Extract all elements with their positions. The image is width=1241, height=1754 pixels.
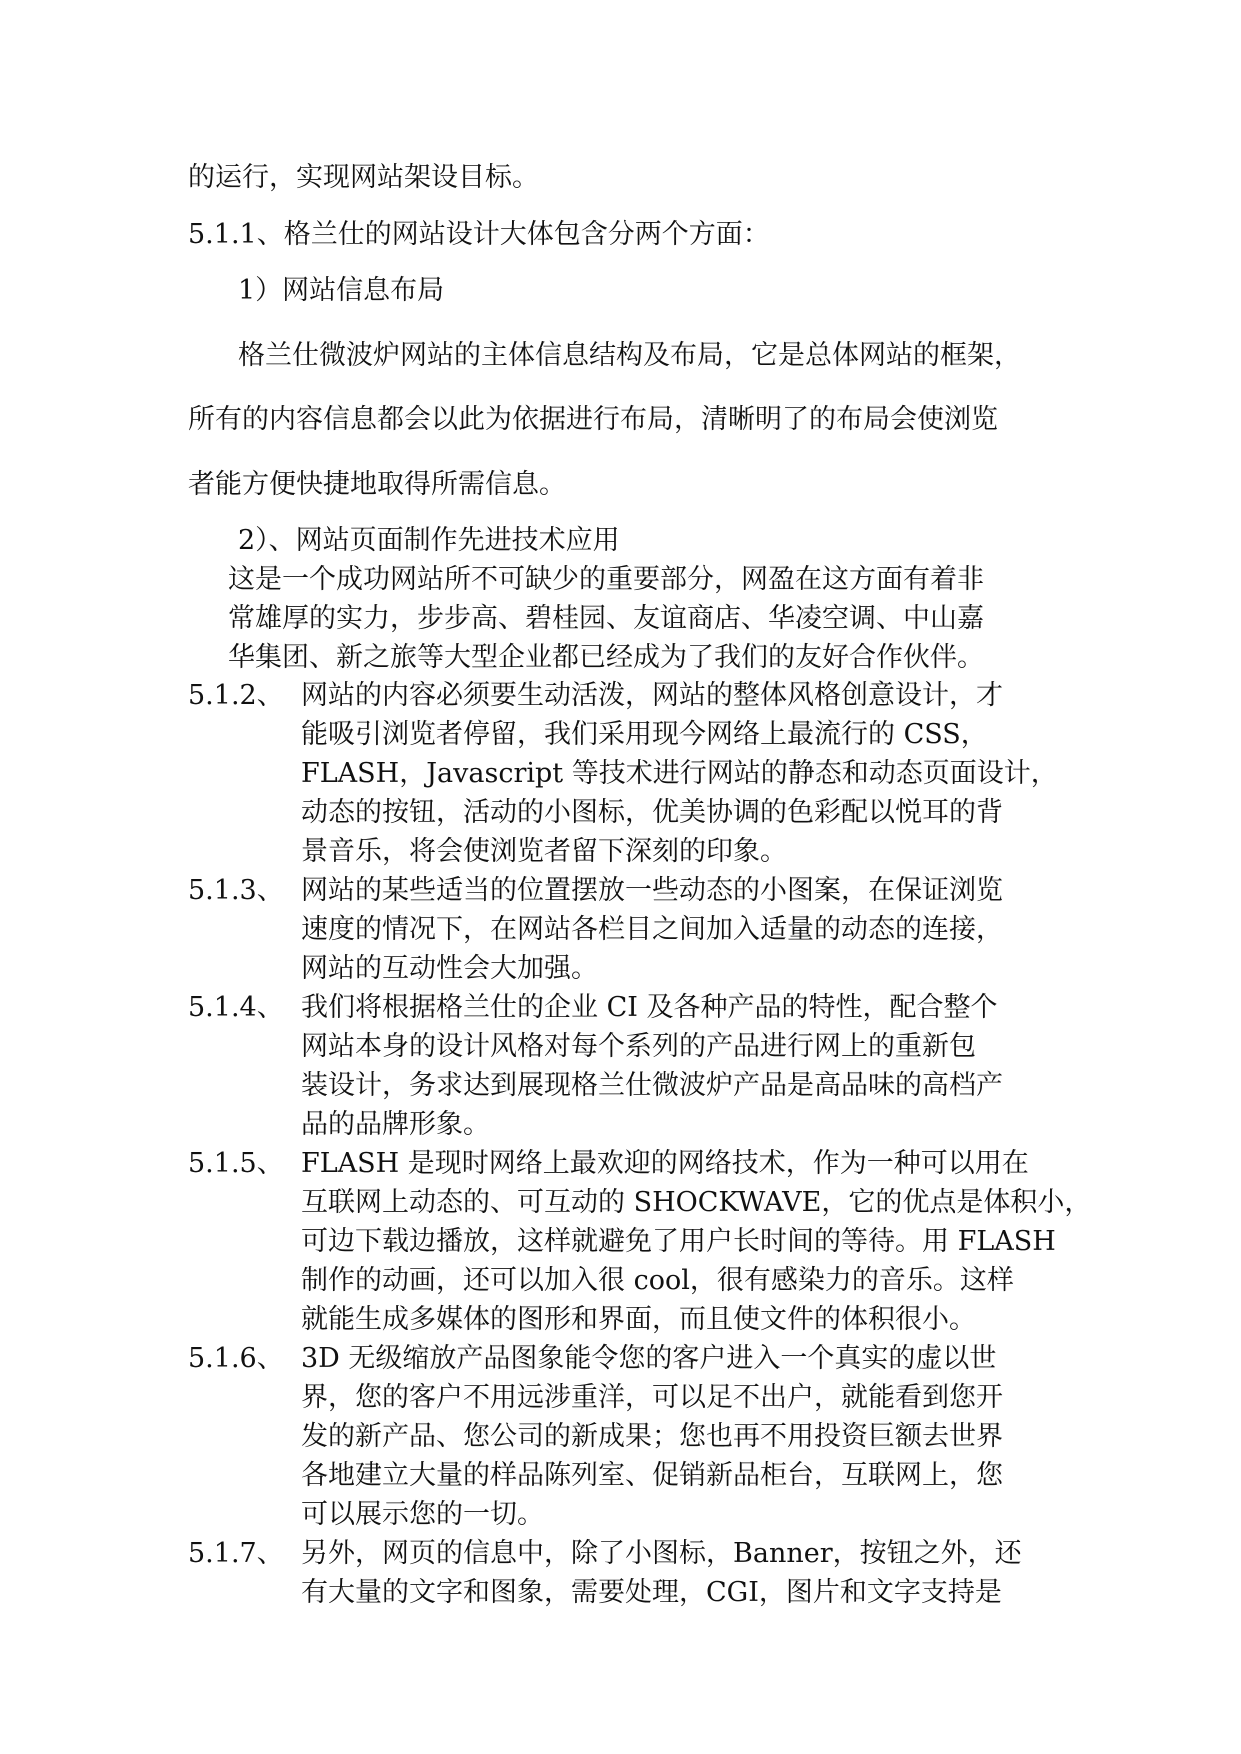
subheading-2: 2）、网站页面制作先进技术应用 xyxy=(238,525,620,556)
text-line: 者能方便快捷地取得所需信息。 xyxy=(188,469,566,500)
item-line: 就能生成多媒体的图形和界面，而且使文件的体积很小。 xyxy=(301,1304,976,1335)
item-number: 5.1.6、 xyxy=(188,1343,284,1374)
section-heading-5-1-1: 5.1.1、格兰仕的网站设计大体包含分两个方面： xyxy=(188,219,770,250)
item-line: 装设计，务求达到展现格兰仕微波炉产品是高品味的高档产 xyxy=(301,1070,1003,1101)
text-line: 华集团、新之旅等大型企业都已经成为了我们的友好合作伙伴。 xyxy=(228,642,984,673)
item-line: 3D 无级缩放产品图象能令您的客户进入一个真实的虚以世 xyxy=(301,1343,997,1374)
item-line: 品的品牌形象。 xyxy=(301,1109,490,1140)
item-number: 5.1.3、 xyxy=(188,875,284,906)
item-line: 速度的情况下，在网站各栏目之间加入适量的动态的连接， xyxy=(301,914,1003,945)
item-number: 5.1.2、 xyxy=(188,680,284,711)
text-line: 所有的内容信息都会以此为依据进行布局，清晰明了的布局会使浏览 xyxy=(188,404,998,435)
item-line: 互联网上动态的、可互动的 SHOCKWAVE，它的优点是体积小， xyxy=(301,1187,1092,1218)
item-line: 各地建立大量的样品陈列室、促销新品柜台，互联网上，您 xyxy=(301,1460,1003,1491)
item-line: 网站的互动性会大加强。 xyxy=(301,953,598,984)
item-line: 动态的按钮，活动的小图标，优美协调的色彩配以悦耳的背 xyxy=(301,797,1003,828)
text-line: 这是一个成功网站所不可缺少的重要部分，网盈在这方面有着非 xyxy=(228,564,984,595)
text-line: 的运行，实现网站架设目标。 xyxy=(188,162,539,193)
item-number: 5.1.4、 xyxy=(188,992,284,1023)
item-line: 网站的某些适当的位置摆放一些动态的小图案，在保证浏览 xyxy=(301,875,1003,906)
item-line: 可边下载边播放，这样就避免了用户长时间的等待。用 FLASH xyxy=(301,1226,1056,1257)
item-line: FLASH 是现时网络上最欢迎的网络技术，作为一种可以用在 xyxy=(301,1148,1029,1179)
item-line: FLASH，Javascript 等技术进行网站的静态和动态页面设计， xyxy=(301,758,1058,789)
item-line: 网站的内容必须要生动活泼，网站的整体风格创意设计，才 xyxy=(301,680,1003,711)
item-line: 可以展示您的一切。 xyxy=(301,1499,544,1530)
item-line: 网站本身的设计风格对每个系列的产品进行网上的重新包 xyxy=(301,1031,976,1062)
item-number: 5.1.7、 xyxy=(188,1538,284,1569)
item-line: 发的新产品、您公司的新成果；您也再不用投资巨额去世界 xyxy=(301,1421,1003,1452)
item-line: 能吸引浏览者停留，我们采用现今网络上最流行的 CSS， xyxy=(301,719,988,750)
item-line: 另外，网页的信息中，除了小图标，Banner，按钮之外，还 xyxy=(301,1538,1022,1569)
item-line: 制作的动画，还可以加入很 cool，很有感染力的音乐。这样 xyxy=(301,1265,1014,1296)
item-number: 5.1.5、 xyxy=(188,1148,284,1179)
item-line: 界，您的客户不用远涉重洋，可以足不出户，就能看到您开 xyxy=(301,1382,1003,1413)
item-line: 有大量的文字和图象，需要处理，CGI，图片和文字支持是 xyxy=(301,1577,1002,1608)
text-line: 格兰仕微波炉网站的主体信息结构及布局，它是总体网站的框架， xyxy=(238,340,1021,371)
subheading-1: 1）网站信息布局 xyxy=(238,275,445,306)
item-line: 景音乐，将会使浏览者留下深刻的印象。 xyxy=(301,836,787,867)
text-line: 常雄厚的实力，步步高、碧桂园、友谊商店、华凌空调、中山嘉 xyxy=(228,603,984,634)
item-line: 我们将根据格兰仕的企业 CI 及各种产品的特性，配合整个 xyxy=(301,992,998,1023)
